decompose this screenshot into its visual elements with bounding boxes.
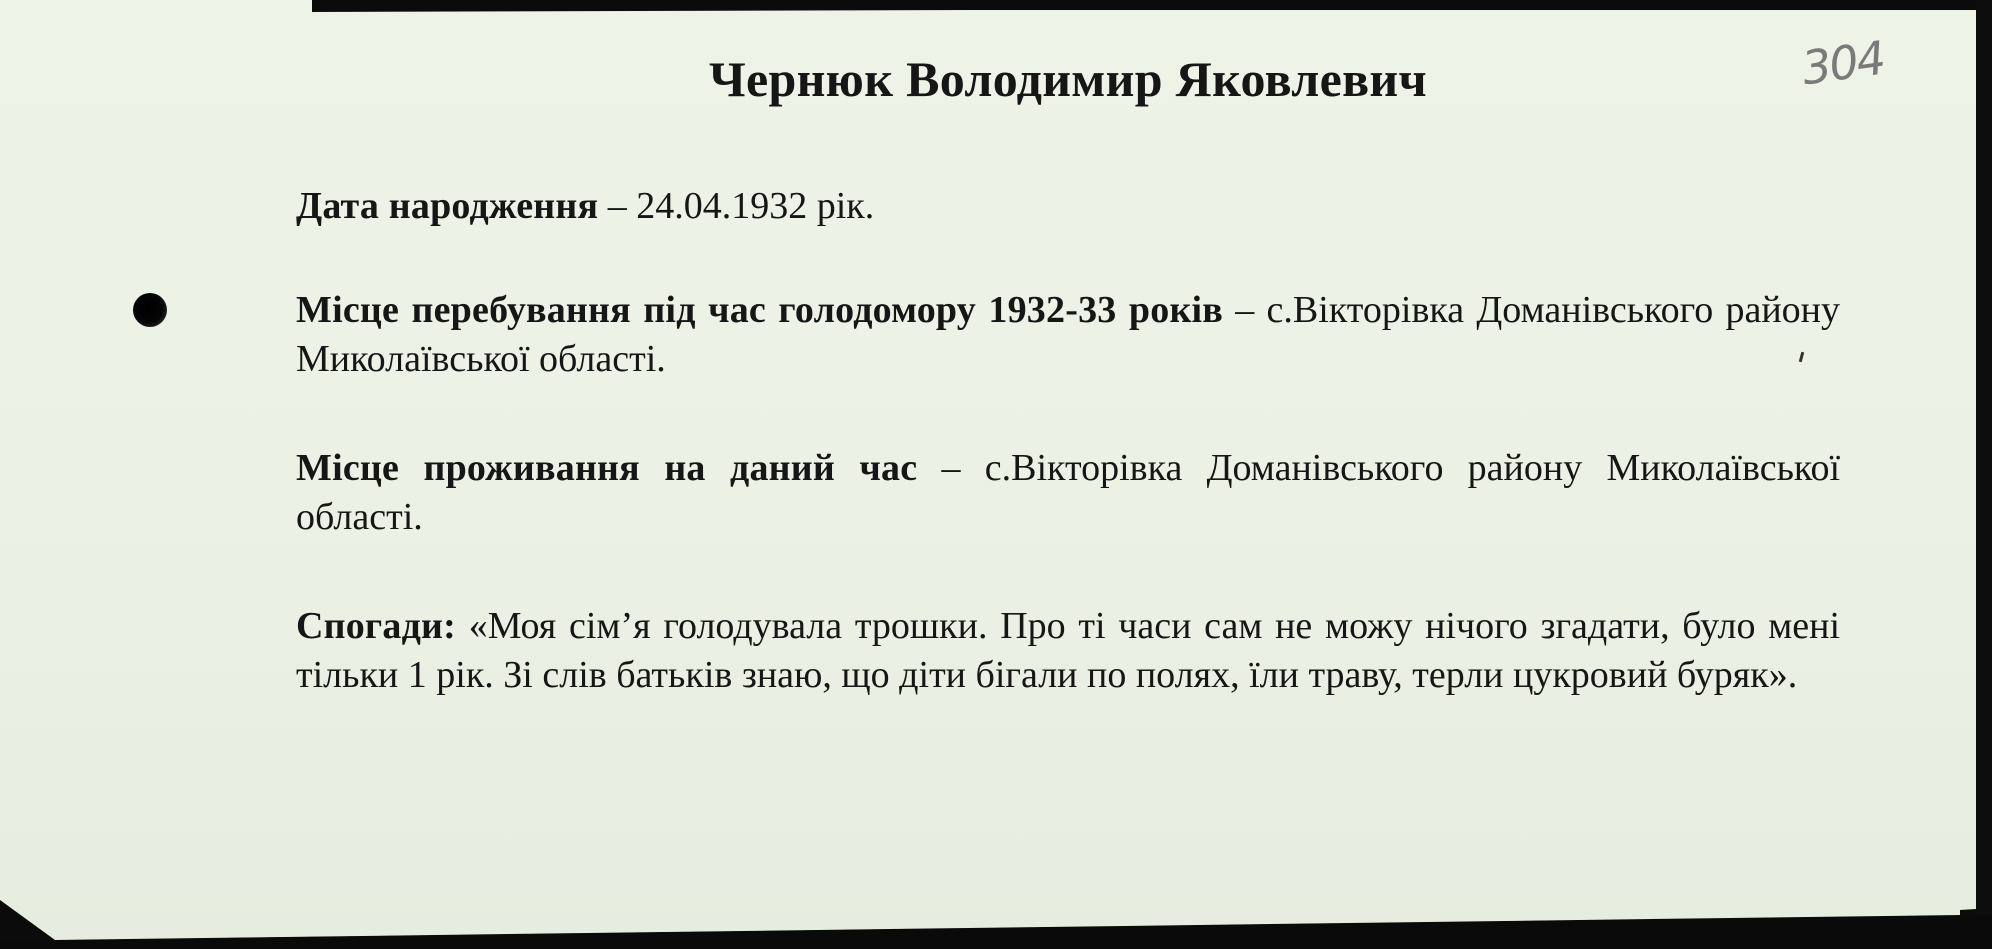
handwritten-archive-number: 304 (1798, 30, 1888, 96)
memories-paragraph (296, 602, 1840, 700)
famine-location-label: Місце перебування під час голодомору 1932-33 років (296, 289, 1224, 331)
current-residence-value: с.Вікторівка Доманівського району Миколаївської області. (296, 447, 1840, 538)
famine-location-paragraph (296, 286, 1840, 384)
memories-label: Спогади: (296, 605, 456, 647)
current-residence-paragraph (296, 444, 1840, 542)
birth-date-separator: – (598, 185, 637, 227)
page-title: Чернюк Володимир Яковлевич (708, 51, 1427, 107)
memories-separator (456, 605, 469, 647)
famine-location-value: с.Вікторівка Доманівського району Миколаївської області. (296, 289, 1841, 380)
birth-date-value: 24.04.1932 рік. (636, 185, 875, 227)
birth-date-label: Дата народження (296, 185, 599, 227)
memories-text: «Моя сім’я голодувала трошки. Про ті часи сам не можу нічого згадати, було мені тільки 1 рік. Зі слів батьків знаю, що діти бігали по полях, їли траву, терли цукровий буряк». (296, 605, 1840, 696)
punch-hole-icon (133, 293, 167, 327)
scan-edge-right (1976, 0, 1992, 949)
birth-date-paragraph (296, 182, 1840, 231)
current-residence-label: Місце проживання на даний час (296, 447, 918, 489)
famine-location-separator: – (1223, 289, 1267, 331)
scan-edge-top (312, 0, 1992, 10)
current-residence-separator: – (917, 447, 985, 489)
